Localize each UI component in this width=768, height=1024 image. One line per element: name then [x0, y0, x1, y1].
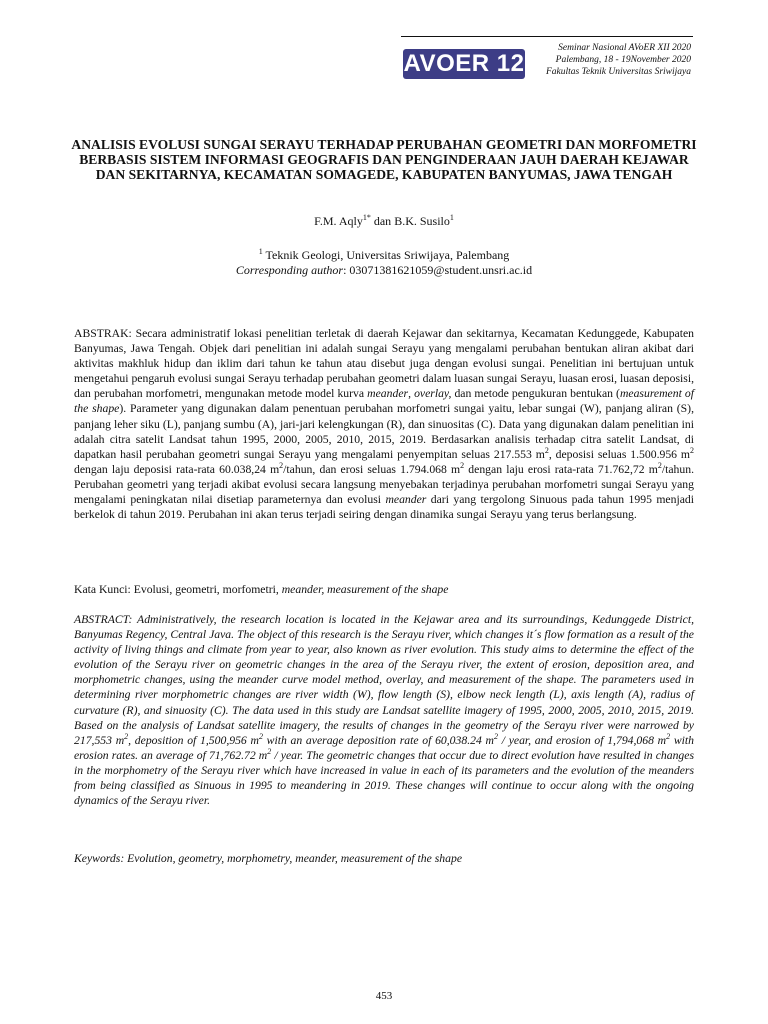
conference-host: Fakultas Teknik Universitas Sriwijaya [545, 67, 691, 77]
corresponding-email: : 03071381621059@student.unsri.ac.id [343, 263, 533, 277]
author-2: B.K. Susilo [394, 214, 450, 228]
abstract-text: ABSTRACT: Administratively, the research location is located in the Kejawar area and its surroundings, Kedunggede District, Banyumas Regency, Central Java. The object of this research is the Serayu river, which changes it´s flow formation as a result of the activity of living things and climate from year to year, also known as river evolution. This study aims to determine the effect of the evolution of the Serayu river on geometric changes in the area of the Serayu river, the extent of erosion, deposition area, and morphometric changes, using the meander curve model method, overlay, and measurement of the shape. The parameters used in determining river morphometric changes are river width (W), flow length (S), elbow neck length (L), axis length (A), radius of curvature (R), and sinuosity (C). The data used in this study are Landsat satellite imagery of 1995, 2000, 2005, 2010, 2015, 2019. Based on the analysis of Landsat satellite imagery, the results of changes in the geometry of the Serayu river were narrowed by 217,553 m [74, 613, 694, 747]
affiliation-sup: 1 [258, 247, 263, 256]
abstrak-text: , deposisi seluas 1.500.956 m [548, 447, 691, 461]
abstrak-italic: meander [367, 387, 409, 401]
abstract-sup: 2 [494, 731, 498, 741]
abstrak-text: /tahun. Perubahan geometri yang terjadi akibat evolusi secara langsung menyebakan terjadinya perubahan morfometri sungai Serayu yang mengalami peningkatan nilai disetiap parameternya dan evolusi [74, 462, 694, 507]
conference-name: Seminar Nasional AVoER XII 2020 [558, 43, 691, 53]
author-1: F.M. Aqly [314, 214, 363, 228]
author-2-sup: 1 [449, 213, 454, 222]
abstrak-text: dengan laju erosi rata-rata 71.762,72 m [464, 462, 658, 476]
logo-text: AVOER 12 [403, 50, 525, 77]
page-number: 453 [375, 990, 393, 1002]
abstract-paragraph [74, 612, 694, 808]
abstrak-italic: overlay, [414, 387, 452, 401]
abstrak-italic: meander [385, 493, 427, 507]
abstract-sup: 2 [267, 746, 272, 756]
kata-kunci-text: Kata Kunci: Evolusi, geometri, morfometri, [74, 583, 282, 596]
abstract-text: with erosion rates. an average of 71,762.72 m [74, 733, 694, 762]
conference-info [546, 42, 691, 78]
abstrak-paragraph [74, 326, 694, 522]
abstrak-italic: measurement of the shape [74, 387, 695, 416]
abstract-text: , deposition of 1,500,956 m [128, 733, 259, 747]
abstrak-text: , [408, 387, 415, 401]
abstrak-text: /tahun, dan erosi seluas 1.794.068 m [283, 462, 461, 476]
abstrak-text: dan metode pengukuran bentukan ( [451, 387, 620, 401]
abstract-text: / year. The geometric changes that occur due to direct evolution have resulted in changes in the morphometry of the Serayu river which have increased in value in each of its parameters and the evolution of the meanders from being classified as Sinuous in 1995 to meandering in 2019. These changes will continue to occur along with the ongoing dynamics of the Serayu river. [74, 748, 695, 808]
abstract-sup: 2 [666, 731, 671, 741]
keywords: Keywords: Evolution, geometry, morphometry, meander, measurement of the shape [74, 852, 463, 865]
abstrak-sup: 2 [460, 460, 465, 470]
abstrak-text: dari yang tergolong Sinuous pada tahun 1995 menjadi berkelok di tahun 2019. Perubahan ini akan terus terjadi seiring dengan dinamika sungai Serayu yang terus berlangsung. [74, 493, 694, 522]
abstract-text: / year, and erosion of 1,794,068 m [498, 733, 667, 747]
paper-title: ANALISIS EVOLUSI SUNGAI SERAYU TERHADAP PERUBAHAN GEOMETRI DAN MORFOMETRI BERBASIS SISTEM INFORMASI GEOGRAFIS DAN PENGINDERAAN JAUH DAERAH KEJAWAR DAN SEKITARNYA, KECAMATAN SOMAGEDE, KABUPATEN BANYUMAS, JAWA TENGAH [71, 137, 697, 183]
conference-header [401, 36, 693, 81]
author-1-sup: 1* [362, 213, 371, 222]
avoer-logo [403, 49, 525, 79]
abstrak-text: ABSTRAK: Secara administratif lokasi penelitian terletak di daerah Kejawar dan sekitarnya, Kecamatan Kedunggede, Kabupaten Banyumas, Jawa Tengah. Objek dari penelitian ini adalah sungai Serayu yang mengalami perubahan bentukan aliran akibat dari aktivitas makhluk hidup dan iklim dari tahun ke tahun atau disebut juga dengan evolusi sungai. Penelitian ini bertujuan untuk mengetahui pengaruh evolusi sungai Serayu terhadap perubahan geometri dalam luasan sungai Serayu, luasan erosi, luasan deposisi, dan perubahan morfometri, mengunakan metode model kurva [74, 327, 694, 401]
kata-kunci [74, 582, 694, 597]
abstract-sup: 2 [258, 731, 263, 741]
abstrak-sup: 2 [279, 460, 284, 470]
corresponding-label: Corresponding author [235, 263, 344, 277]
conference-date: Palembang, 18 - 19November 2020 [555, 55, 691, 65]
corresponding-author [70, 263, 698, 278]
author-conjunction: dan [370, 214, 395, 228]
abstrak-sup: 2 [657, 460, 662, 470]
abstrak-text: ). Parameter yang digunakan dalam penentuan perubahan morfometri sungai yaitu, lebar sungai (W), panjang aliran (S), panjang leher siku (L), panjang sumbu (A), jari-jari kelengkungan (R), dan sinuositas (C). Data yang digunakan dalam penelitian ini adalah citra satelit Landsat tahun 1995, 2000, 2005, 2010, 2015, 2019. Berdasarkan analisis terhadap citra satelit Landsat, di dapatkan hasil perubahan geometri sungai Serayu yang mengalami penyempitan seluas 217.553 m [74, 402, 694, 461]
abstract-sup: 2 [124, 731, 129, 741]
abstrak-sup: 2 [690, 445, 695, 455]
abstrak-sup: 2 [544, 445, 549, 455]
affiliation [70, 248, 698, 263]
author-line [70, 214, 698, 229]
abstrak-text: dengan laju deposisi rata-rata 60.038,24 m [74, 462, 280, 476]
abstract-text: with an average deposition rate of 60,038.24 m [262, 733, 494, 747]
affiliation-block [70, 248, 698, 278]
affiliation-text: Teknik Geologi, Universitas Sriwijaya, Palembang [262, 248, 510, 262]
kata-kunci-italic: meander, measurement of the shape [281, 583, 449, 596]
